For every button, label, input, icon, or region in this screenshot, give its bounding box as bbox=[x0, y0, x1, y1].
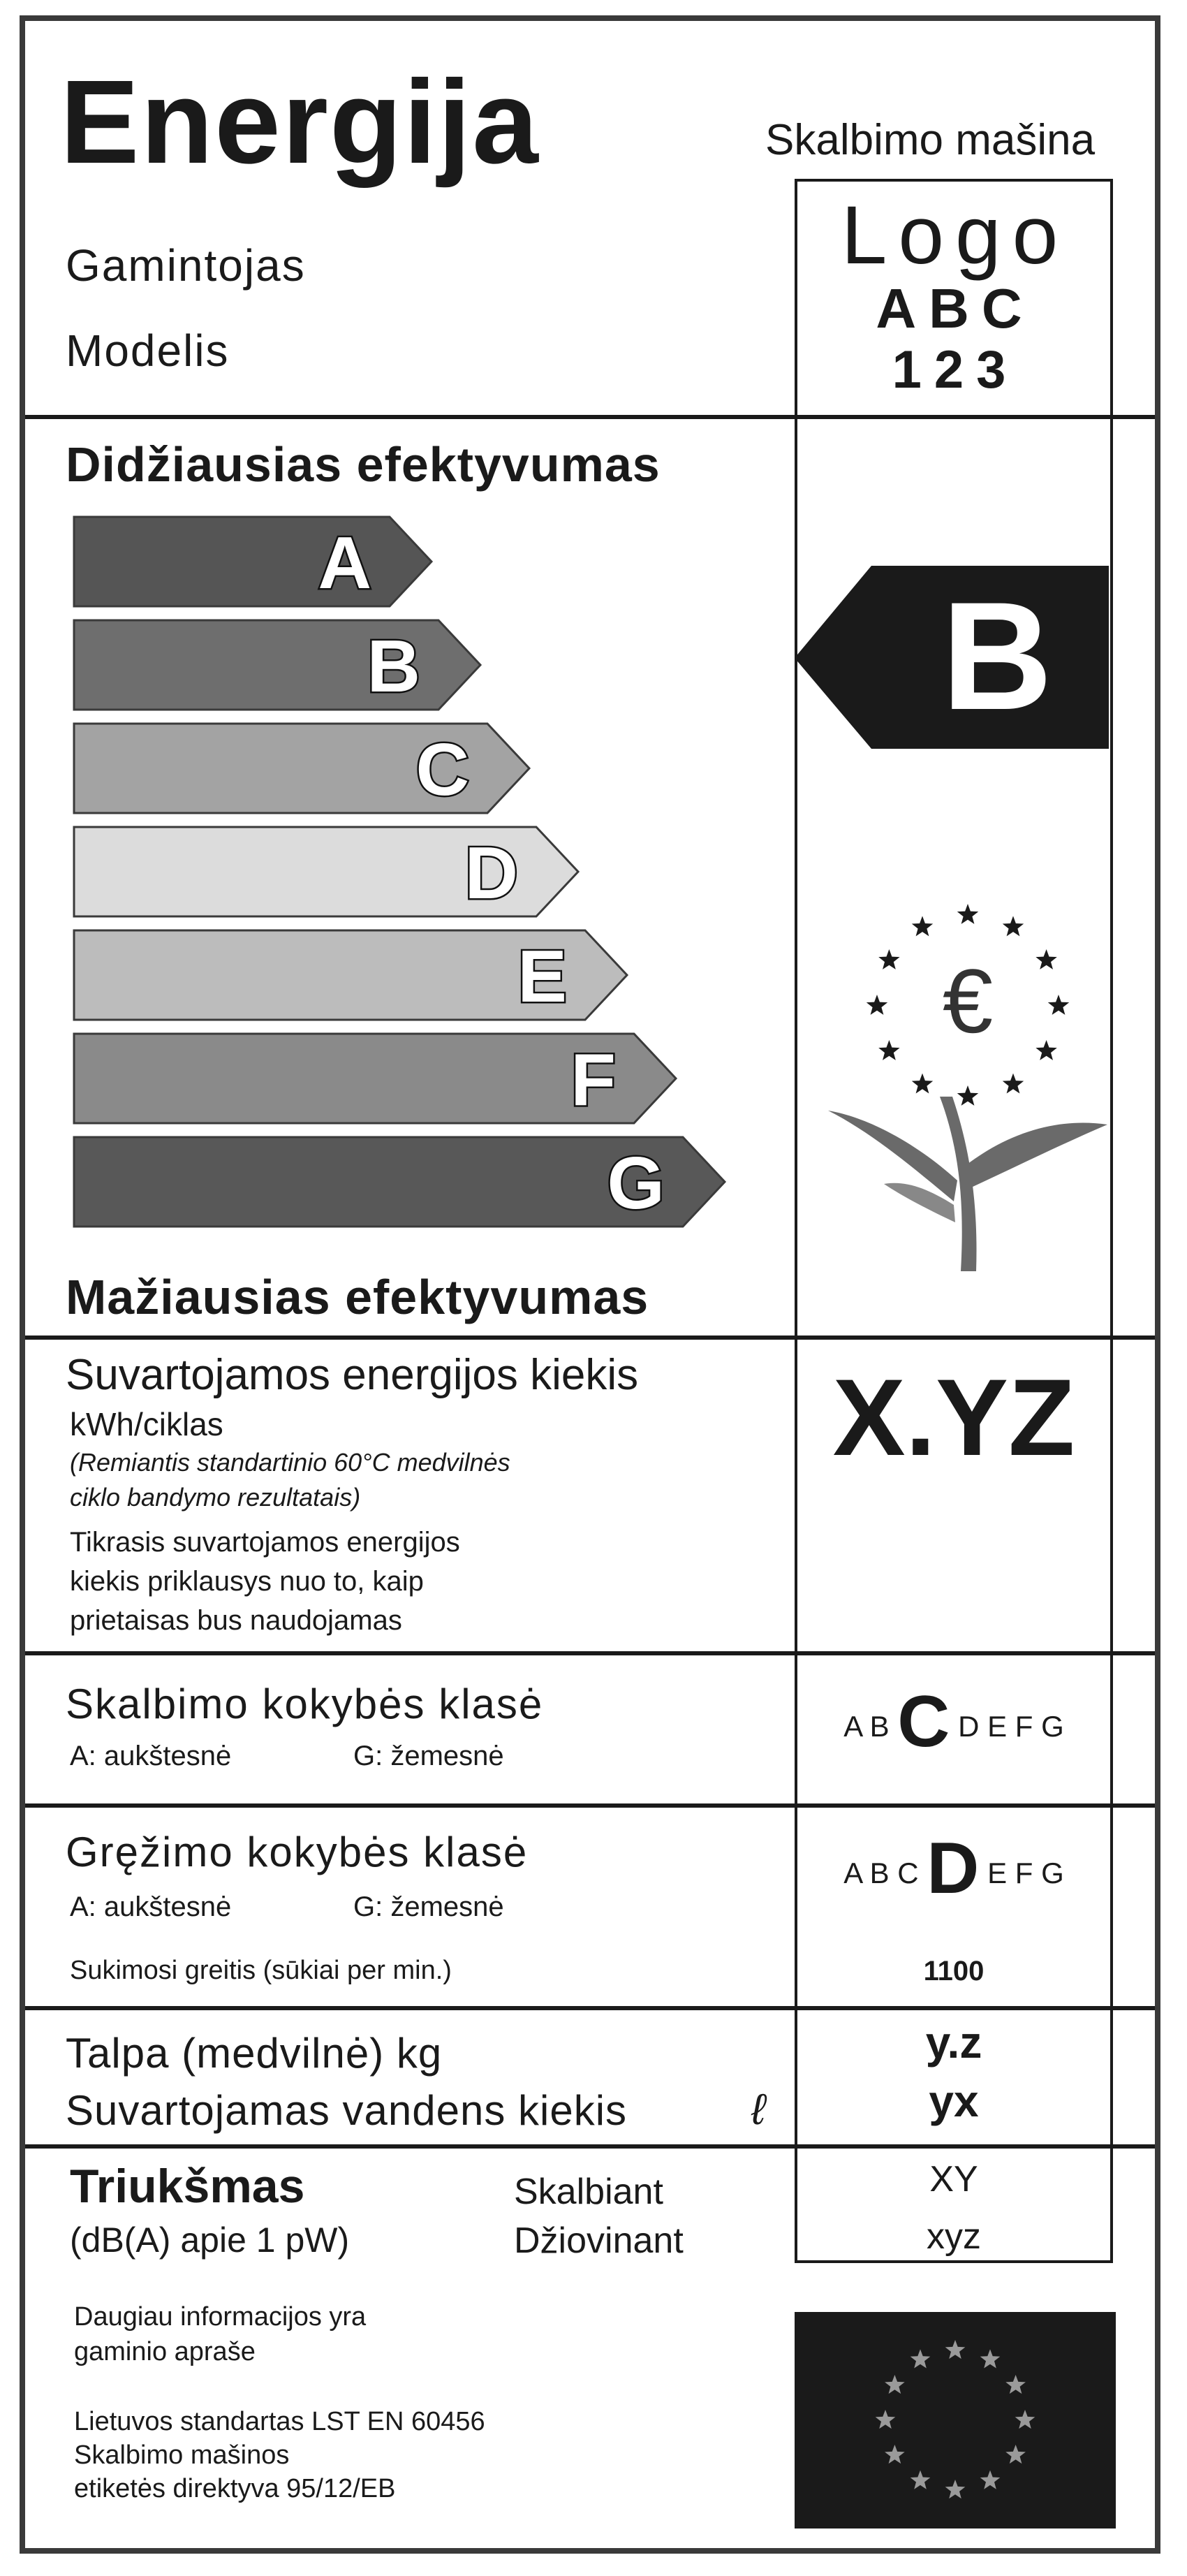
wash-grade-after: D E F G bbox=[958, 1710, 1064, 1743]
water-value: yx bbox=[929, 2076, 979, 2126]
divider-scale bbox=[25, 1335, 1155, 1340]
energy-note-line2: ciklo bandymo rezultatais) bbox=[70, 1483, 361, 1512]
scale-letter-f: F bbox=[570, 1039, 616, 1121]
logo-line3: 123 bbox=[892, 340, 1019, 400]
logo-line2: ABC bbox=[876, 277, 1035, 339]
right-top-border bbox=[795, 179, 1113, 182]
footer-standard-line3: etiketės direktyva 95/12/EB bbox=[74, 2474, 396, 2503]
wash-quality-title: Skalbimo kokybės klasė bbox=[66, 1681, 544, 1727]
flower-star-icon bbox=[912, 916, 933, 936]
divider-energy bbox=[25, 1651, 1155, 1655]
wash-grade-scale bbox=[797, 1683, 1110, 1765]
footer-standard-line1: Lietuvos standartas LST EN 60456 bbox=[74, 2407, 485, 2436]
noise-washing-label: Skalbiant bbox=[514, 2172, 663, 2212]
rating-arrow bbox=[795, 566, 1116, 754]
flower-star-icon bbox=[867, 995, 887, 1015]
capacity-value: y.z bbox=[925, 2017, 982, 2068]
spin-speed-label: Sukimosi greitis (sūkiai per min.) bbox=[70, 1956, 452, 1985]
energy-note-line1: (Remiantis standartinio 60°C medvilnės bbox=[70, 1448, 510, 1477]
model-label: Modelis bbox=[66, 325, 230, 376]
scale-letter-a: A bbox=[318, 522, 371, 604]
svg-text:€: € bbox=[942, 950, 994, 1052]
appliance-type: Skalbimo mašina bbox=[765, 116, 1096, 164]
flower-star-icon bbox=[878, 1040, 899, 1060]
rating-letter: B bbox=[941, 570, 1053, 742]
wash-hint-g: G: žemesnė bbox=[353, 1741, 504, 1771]
flower-star-icon bbox=[1035, 949, 1056, 969]
noise-drying-label: Džiovinant bbox=[514, 2220, 684, 2261]
spin-grade-before: A B C bbox=[843, 1857, 919, 1889]
flower-star-icon bbox=[1003, 916, 1024, 936]
spin-grade-selected: D bbox=[927, 1828, 980, 1909]
footer-standard-line2: Skalbimo mašinos bbox=[74, 2440, 290, 2470]
spin-quality-title: Gręžimo kokybės klasė bbox=[66, 1829, 529, 1875]
flower-star-icon bbox=[1048, 995, 1069, 1015]
manufacturer-label: Gamintojas bbox=[66, 240, 306, 291]
flower-star-icon bbox=[878, 949, 899, 969]
scale-top-label: Didžiausias efektyvumas bbox=[66, 437, 661, 492]
flower-star-icon bbox=[1003, 1074, 1024, 1094]
wash-grade-selected: C bbox=[897, 1681, 950, 1762]
scale-letter-e: E bbox=[517, 935, 567, 1018]
efficiency-scale bbox=[25, 21, 793, 1264]
footer-info-line2: gaminio apraše bbox=[74, 2337, 256, 2366]
logo-line1: Logo bbox=[841, 189, 1070, 281]
divider-spin bbox=[25, 2006, 1155, 2010]
scale-letter-b: B bbox=[367, 625, 420, 708]
spin-speed-value: 1100 bbox=[923, 1956, 985, 1986]
label-title: Energija bbox=[60, 56, 540, 189]
scale-letter-g: G bbox=[607, 1142, 665, 1224]
spin-hint-a: A: aukštesnė bbox=[70, 1891, 232, 1922]
eu-flag-icon bbox=[795, 2312, 1116, 2529]
wash-hint-a: A: aukštesnė bbox=[70, 1741, 232, 1771]
flower-star-icon bbox=[1035, 1040, 1056, 1060]
flower-star-icon bbox=[957, 1085, 978, 1106]
divider-capacity bbox=[25, 2144, 1155, 2149]
scale-letter-c: C bbox=[415, 729, 469, 811]
capacity-label: Talpa (medvilnė) kg bbox=[66, 2030, 443, 2077]
energy-usage-line1: Tikrasis suvartojamos energijos bbox=[70, 1527, 460, 1558]
scale-bar-a bbox=[74, 517, 432, 606]
column-divider bbox=[795, 179, 797, 2262]
footer-info-line1: Daugiau informacijos yra bbox=[74, 2302, 367, 2332]
noise-washing-value: XY bbox=[929, 2159, 978, 2200]
flower-star-icon bbox=[912, 1074, 933, 1094]
energy-title: Suvartojamos energijos kiekis bbox=[66, 1351, 639, 1399]
spin-hint-g: G: žemesnė bbox=[353, 1891, 504, 1922]
energy-unit: kWh/ciklas bbox=[70, 1406, 223, 1442]
water-unit: ℓ bbox=[751, 2086, 766, 2134]
scale-bottom-label: Mažiausias efektyvumas bbox=[66, 1270, 649, 1324]
water-label: Suvartojamas vandens kiekis bbox=[66, 2087, 628, 2134]
wash-grade-before: A B bbox=[843, 1710, 890, 1743]
spin-grade-after: E F G bbox=[987, 1857, 1064, 1889]
divider-noise-box bbox=[795, 2260, 1113, 2263]
flower-star-icon bbox=[957, 904, 978, 924]
energy-usage-line3: prietaisas bus naudojamas bbox=[70, 1605, 402, 1636]
energy-value: X.YZ bbox=[832, 1357, 1075, 1479]
eu-flower-icon bbox=[828, 887, 1121, 1278]
noise-drying-value: xyz bbox=[927, 2216, 981, 2257]
divider-wash bbox=[25, 1803, 1155, 1808]
noise-title: Triukšmas bbox=[70, 2160, 305, 2213]
scale-letter-d: D bbox=[464, 832, 518, 914]
spin-grade-scale bbox=[797, 1830, 1110, 1912]
energy-usage-line2: kiekis priklausys nuo to, kaip bbox=[70, 1566, 424, 1597]
energy-label bbox=[20, 15, 1160, 2554]
noise-unit: (dB(A) apie 1 pW) bbox=[70, 2220, 350, 2260]
